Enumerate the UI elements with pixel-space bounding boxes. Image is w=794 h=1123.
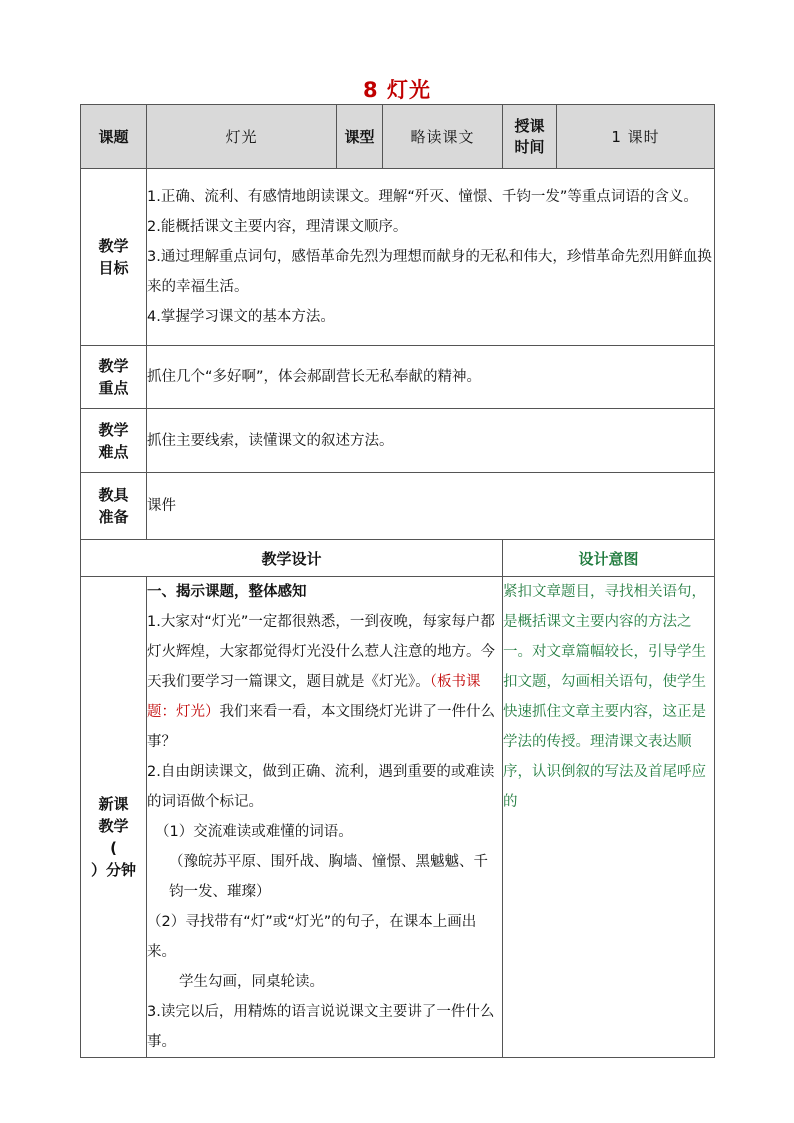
objective-item: 4.掌握学习课文的基本方法。 [147, 309, 335, 325]
difficulties-label [81, 409, 147, 473]
design-paragraph: （2）寻找带有“灯”或“灯光”的句子，在课本上画出来。 [147, 914, 477, 960]
topic-value: 灯光 [147, 105, 337, 169]
time-value: 1 课时 [557, 105, 715, 169]
tools-label-line1: 教具 [98, 486, 129, 504]
key-points-label-line1: 教学 [98, 357, 129, 375]
new-lesson-label-line3: ( [110, 839, 117, 857]
page-title: 8 灯光 [363, 78, 431, 102]
topic-label: 课题 [81, 105, 147, 169]
key-points-text: 抓住几个“多好啊”，体会郝副营长无私奉献的精神。 [147, 346, 715, 409]
difficulties-row [81, 409, 715, 473]
time-label [503, 105, 557, 169]
objectives-row [81, 169, 715, 346]
key-points-row [81, 346, 715, 409]
objectives-content [147, 169, 715, 346]
type-value: 略读课文 [383, 105, 503, 169]
new-lesson-row [81, 577, 715, 1058]
new-lesson-label [81, 577, 147, 1058]
new-lesson-label-line4: ）分钟 [90, 861, 136, 879]
difficulties-label-line1: 教学 [98, 420, 129, 439]
tools-label-line2: 准备 [98, 508, 129, 526]
key-points-label [81, 346, 147, 409]
tools-label [81, 473, 147, 540]
design-text-p1a: 1.大家对“灯光”一定都很熟悉，一到夜晚，每家每户都灯火辉煌，大家都觉得灯光没什么惹人注意的地方。今天我们要学习一篇课文，题目就是《灯光》。 [147, 614, 495, 690]
objectives-label [81, 169, 147, 346]
key-points-label-line2: 重点 [98, 379, 129, 397]
time-label-line1: 授课 [514, 116, 545, 135]
design-header: 教学设计 [81, 540, 503, 577]
objectives-label-line1: 教学 [98, 237, 129, 255]
design-paragraph: （1）交流难读或难懂的词语。 [155, 824, 353, 840]
intent-content: 紧扣文章题目，寻找相关语句，是概括课文主要内容的方法之一。对文章篇幅较长，引导学生扣文题，勾画相关语句，使学生快速抓住文章主要内容，这正是学法的传授。理清课文表达顺序，认识倒叙的写法及首尾呼应的 [503, 577, 715, 1058]
objectives-label-line2: 目标 [98, 259, 129, 277]
time-label-line2: 时间 [514, 137, 545, 156]
section-heading: 一、揭示课题，整体感知 [147, 584, 307, 600]
objective-item: 3.通过理解重点词句，感悟革命先烈为理想而献身的无私和伟大，珍惜革命先烈用鲜血换来的幸福生活。 [147, 249, 712, 295]
header-row [81, 105, 715, 169]
type-label: 课型 [337, 105, 383, 169]
design-paragraph: 学生勾画，同桌轮读。 [179, 974, 324, 990]
objective-item: 1.正确、流利、有感情地朗读课文。理解“歼灭、憧憬、千钧一发”等重点词语的含义。 [147, 189, 698, 205]
tools-text: 课件 [147, 473, 715, 540]
design-paragraph [147, 607, 502, 757]
new-lesson-label-line2: 教学 [98, 817, 129, 835]
design-content [147, 577, 503, 1058]
new-lesson-label-line1: 新课 [98, 795, 129, 813]
board-note: （板书课题：灯光） [147, 674, 481, 720]
objective-item: 2.能概括课文主要内容，理清课文顺序。 [147, 219, 408, 235]
intent-header: 设计意图 [503, 540, 715, 577]
difficulties-label-line2: 难点 [98, 442, 129, 461]
design-paragraph: 3.读完以后，用精炼的语言说说课文主要讲了一件什么事。 [147, 1004, 495, 1050]
design-paragraph: （豫皖苏平原、围歼战、胸墙、憧憬、黑魆魆、千钧一发、璀璨） [169, 854, 488, 900]
tools-row [81, 473, 715, 540]
design-paragraph: 2.自由朗读课文，做到正确、流利，遇到重要的或难读的词语做个标记。 [147, 764, 495, 810]
design-text-p1b: 我们来看一看，本文围绕灯光讲了一件什么事？ [147, 704, 495, 750]
difficulties-text: 抓住主要线索，读懂课文的叙述方法。 [147, 409, 715, 473]
lesson-plan-table [80, 104, 715, 1058]
section-header-row [81, 540, 715, 577]
